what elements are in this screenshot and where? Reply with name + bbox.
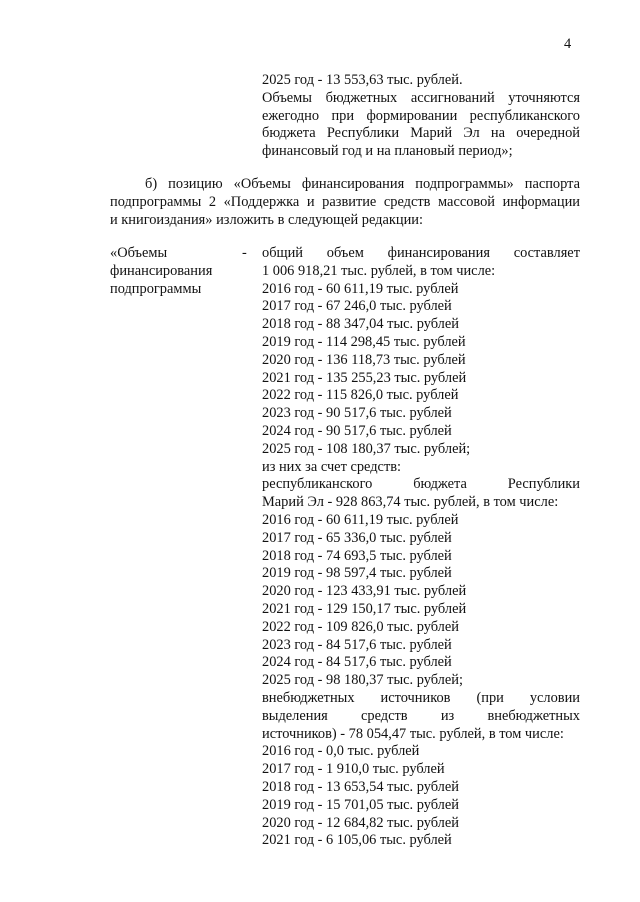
label-line: «Объемы (110, 245, 168, 261)
value-line: 2020 год - 136 118,73 тыс. рублей (262, 351, 466, 368)
value-line: 2024 год - 90 517,6 тыс. рублей (262, 422, 452, 439)
value-line: общий объем финансирования составляет (262, 245, 580, 261)
value-line: 2021 год - 129 150,17 тыс. рублей (262, 600, 467, 617)
value-line: Марий Эл - 928 863,74 тыс. рублей, в том числе: (262, 494, 559, 511)
note-line: Объемы бюджетных ассигнований уточняются (262, 89, 580, 106)
note-line: ежегодно при формировании республиканского (262, 107, 580, 124)
value-line: внебюджетных источников (при условии (262, 689, 580, 706)
label-dash: - (242, 245, 247, 261)
value-line: 2018 год - 13 653,54 тыс. рублей (262, 778, 459, 795)
value-line: 2016 год - 60 611,19 тыс. рублей (262, 511, 459, 528)
value-line: 2016 год - 0,0 тыс. рублей (262, 743, 420, 760)
value-line: 2025 год - 98 180,37 тыс. рублей; (262, 672, 463, 689)
value-line: 2018 год - 74 693,5 тыс. рублей (262, 547, 452, 564)
value-line: 2021 год - 135 255,23 тыс. рублей (262, 369, 467, 386)
value-line: из них за счет средств: (262, 458, 402, 475)
financing-values (262, 245, 580, 850)
value-line: выделения средств из внебюджетных (262, 707, 580, 724)
value-line: 2024 год - 84 517,6 тыс. рублей (262, 654, 452, 671)
value-line: 2020 год - 12 684,82 тыс. рублей (262, 814, 459, 831)
value-line: 2017 год - 67 246,0 тыс. рублей (262, 298, 452, 315)
intro-paragraph (110, 176, 580, 229)
value-line: 2017 год - 65 336,0 тыс. рублей (262, 529, 452, 546)
value-line: 2019 год - 114 298,45 тыс. рублей (262, 333, 466, 350)
page-number: 4 (564, 36, 572, 52)
value-line: источников) - 78 054,47 тыс. рублей, в том числе: (262, 725, 564, 742)
value-line: 2021 год - 6 105,06 тыс. рублей (262, 832, 452, 849)
label-line: подпрограммы (110, 280, 202, 297)
year-2025-line: 2025 год - 13 553,63 тыс. рублей. (262, 72, 463, 88)
position-label (110, 245, 250, 298)
value-line: 2020 год - 123 433,91 тыс. рублей (262, 583, 467, 600)
label-line: финансирования (110, 262, 213, 279)
value-line: республиканского бюджета Республики (262, 476, 580, 493)
value-line: 2025 год - 108 180,37 тыс. рублей; (262, 440, 471, 457)
value-line: 2018 год - 88 347,04 тыс. рублей (262, 316, 459, 333)
value-line: 2019 год - 15 701,05 тыс. рублей (262, 796, 459, 813)
intro-line: б) позицию «Объемы финансирования подпрограммы» паспорта (145, 176, 580, 192)
value-line: 2019 год - 98 597,4 тыс. рублей (262, 565, 452, 582)
value-line: 2023 год - 84 517,6 тыс. рублей (262, 636, 452, 653)
intro-line: подпрограммы 2 «Поддержка и развитие средств массовой информации (110, 193, 580, 210)
financing-note-block (262, 72, 580, 161)
value-line: 2016 год - 60 611,19 тыс. рублей (262, 280, 459, 297)
value-line: 2023 год - 90 517,6 тыс. рублей (262, 405, 452, 422)
intro-line: и книгоиздания» изложить в следующей редакции: (110, 211, 423, 228)
note-line: бюджета Республики Марий Эл на очередной (262, 125, 580, 142)
value-line: 2022 год - 115 826,0 тыс. рублей (262, 387, 459, 404)
value-line: 1 006 918,21 тыс. рублей, в том числе: (262, 262, 496, 279)
value-line: 2022 год - 109 826,0 тыс. рублей (262, 618, 459, 635)
note-line: финансовый год и на плановый период»; (262, 143, 513, 160)
value-line: 2017 год - 1 910,0 тыс. рублей (262, 761, 445, 778)
